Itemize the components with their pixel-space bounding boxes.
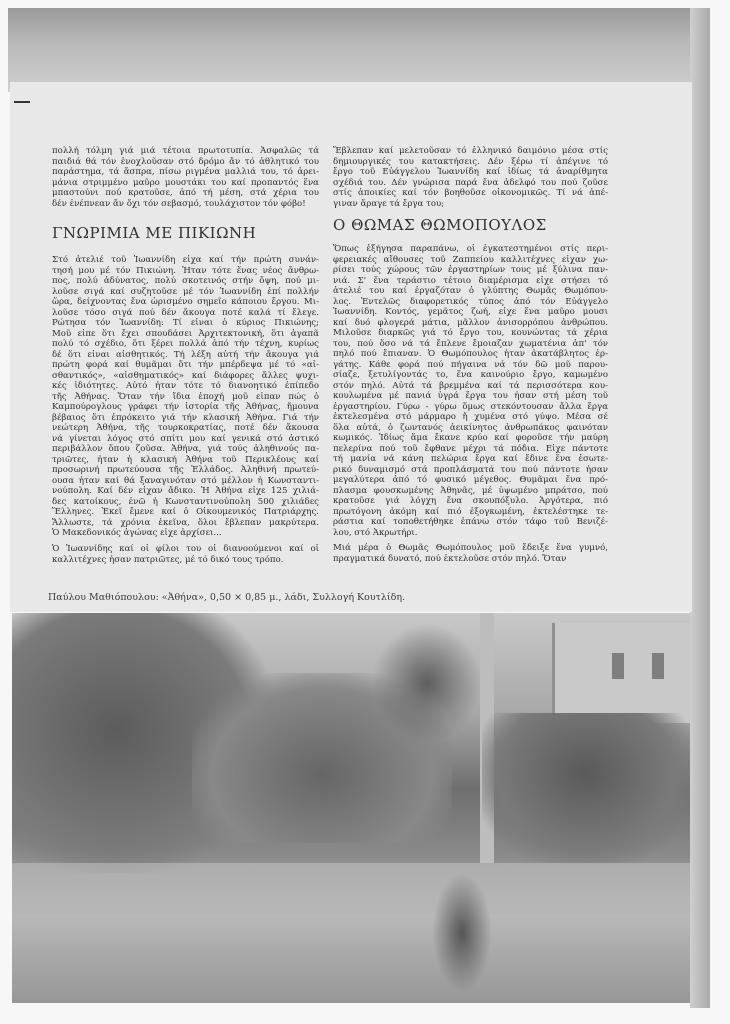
text-line: ὥρα, δείχνοντας ἕνα ὡρισμένο σημεῖο κάποιου ἔργου. Μι- <box>52 297 319 307</box>
text-line: παιδιά θά τόν ἐνοχλοῦσαν στό δρόμο ἄν τό ἀθλητικό του <box>52 156 319 167</box>
text-line: Μοῦ εἶπε ὅτι ἔχει σπουδάσει Ἀρχιτεκτονική, ὅτι ἀγαπᾶ <box>52 328 319 339</box>
text-line: Ὅπως ἐξήγησα παραπάνω, οἱ ἐγκατεστημένοι στίς περι- <box>333 244 608 254</box>
text-line: ἔργο τοῦ Εὐάγγελου Ἰωαννίδη καί ἰδίως τά ἀναρίθμητα <box>333 167 608 177</box>
text-line: καί δυό φλογερά μάτια, μᾶλλον ἀνισορρόπου ἀνθρώπου. <box>333 317 608 328</box>
text-line: μπαστούνι πού κρατοῦσε, ἀπό τή μέση, στά χέρια του <box>52 188 319 198</box>
text-line: τῆς Ἀθήνας. Ὅταν τήν ἴδια ἐποχή μοῦ εἶπαν πώς ὁ <box>52 391 319 402</box>
text-line: πρωτόγονη ἀκόμη καί πιό ἐξογκωμένη, ἐκτελέστηκε τε- <box>333 506 608 517</box>
text-line: σίαζε, ξετυλίγοντάς το, ἕνα καινούριο ἔργο, καμωμένο <box>333 370 608 380</box>
text-line: σθαντικός», «αἰσθηματικός» καί διάφορες ἄλλες ψυχι- <box>52 370 319 381</box>
left-para-3 <box>52 544 319 565</box>
text-line: γάτης. Κάθε φορά πού πήγαινα νά τόν δῶ μοῦ παρου- <box>333 359 608 370</box>
text-line: πλασμα φουσκωμένης Ἀθηνᾶς, μέ ὑψωμένο μπράτσο, πού <box>333 485 608 496</box>
text-line: φερειακές αἴθουσες τοῦ Ζαππείου καλλιτέχνες εἶχαν χω- <box>333 254 608 265</box>
text-line: νά γίνεται λόγος στό σπίτι μου καί γενικά στό ἀστικό <box>52 433 319 444</box>
text-line: λου, στό Ἀκρωτήρι. <box>333 527 418 538</box>
text-line: πολύ τό σχέδιο, ὅτι ξέρει πολλά ἀπό τήν τέχνη, κυρίως <box>52 339 319 349</box>
scan-shadow-right <box>690 8 710 1008</box>
text-line: περιβάλλον ὅπου ζοῦσα. Ἀθήνα, γιά τούς ἀληθινούς πα- <box>52 444 319 454</box>
text-line: Ρώτησα τόν Ἰωαννίδη: Τί εἶναι ὁ κύριος Πικιώνης; <box>52 318 319 328</box>
text-line: πρώτη φορά καί θυμᾶμαι ὅτι τήν μπέρδεψα μέ τό «αἰ- <box>52 360 319 370</box>
text-line: λοῦσε σιγά καί συζητοῦσε μέ τόν Ἰωαννίδη ἐπί πολλήν <box>52 286 319 297</box>
text-line: ουσα ἦταν καί θά ξαναγινόταν στό μέλλον ἡ Κωνσταντι- <box>52 475 319 486</box>
text-line: λος. Ἐντελῶς διαφορετικός τύπος ἀπό τόν Εὐάγγελο <box>333 296 608 307</box>
text-line: πελερίνα πού τοῦ ἔφθανε μέχρι τά πόδια. Εἶχε πάντοτε <box>333 443 608 454</box>
text-line: στόν πηλό. Αὐτά τά βρεμμένα καί τά περισσότερα κου- <box>333 380 608 391</box>
text-line: παράστημα, τά ἄσπρα, πίσω ριγμένα μαλλιά του, τό ἀρει- <box>52 167 319 177</box>
text-line: Στό ἀτελιέ τοῦ Ἰωαννίδη εἶχα καί τήν πρώτη συνάν- <box>52 255 319 265</box>
text-line: δέν ἐνέπνεαν ἄν ὄχι τόν σεβασμό, τουλάχιστον τόν φόβο! <box>52 198 306 209</box>
text-line: του, πού ὅσο νά τά ἔπλενε ἔμοιαζαν χωματένια ἀπ' τόν <box>333 338 608 349</box>
text-line: ἀτελιέ του καί ἐργαζόταν ὁ γλύπτης Θωμᾶς Θωμόπου- <box>333 286 608 296</box>
text-line: στίς ἀποικίες καί τόν βοηθοῦσε οἰκονομικῶς. Τί νά ἀπέ- <box>333 188 608 198</box>
text-line: ρικό δυναμισμό στά προπλάσματά του πού πάντοτε ἦσαν <box>333 464 608 475</box>
left-para-2 <box>52 255 319 539</box>
painting-caption: Παύλου Μαθιόπουλου: «Ἀθήνα», 0,50 × 0,85 μ., λάδι, Συλλογή Κουτλίδη. <box>48 592 406 603</box>
text-line: πος, πολύ ἀδύνατος, πολύ σκοτεινός στήν ὄψη, πού μι- <box>52 276 319 286</box>
text-line: Καμπούρογλους γράφει τήν ἱστορία τῆς Ἀθήνας, ἤμουνα <box>52 402 319 412</box>
text-line: λοῦσε τόσο σιγά πού δέν ἄκουγα ποτέ καλά τί ἔλεγε. <box>52 307 319 318</box>
text-line: ράστια καί τοποθετήθηκε ἐπάνω στόν τάφο τοῦ Βενιζέ- <box>333 517 608 527</box>
text-line: νεώτερη Ἀθήνα, τῆς τουρκοκρατίας, ποτέ δέν ἄκουσα <box>52 423 319 433</box>
text-line: τριῶτες, ἦταν ἡ κλασική Ἀθήνα τοῦ Περικλέους καί <box>52 454 319 465</box>
right-para-2 <box>333 244 608 538</box>
text-line: γιναν ἄραγε τά ἔργα του; <box>333 198 445 209</box>
text-line: μεγαλύτερα ἀπό τό φυσικό μέγεθος. Θυμᾶμαι ἕνα πρό- <box>333 475 608 485</box>
text-line: δες κατοίκους, ἐνῶ ἡ Κωνσταντινούπολη 500 χιλιάδες <box>52 496 319 507</box>
text-line: νιά. Σ' ἕνα τεράστιο τέτοιο διαμέρισμα εἶχε στήσει τό <box>333 275 608 286</box>
text-line: Ὁ Μακεδονικός ἀγώνας εἶχε ἀρχίσει... <box>52 528 222 538</box>
right-para-3 <box>333 543 608 564</box>
text-line: βέβαιος ὅτι ἐπρόκειτο γιά τήν κλασική Ἀθήνα. Γιά τήν <box>52 412 319 423</box>
text-line: Ὁ Ἰωαννίδης καί οἱ φίλοι του οἱ διανοούμενοι καί οἱ <box>52 544 319 554</box>
text-line: Ἔβλεπαν καί μελετοῦσαν τό ἑλληνικό δαιμόνιο μέσα στίς <box>333 146 608 156</box>
margin-mark <box>14 101 30 103</box>
text-line: ἐκτελεσμένα στό μάρμαρο ἤ χυμένα στό γύψο. Μέσα σέ <box>333 412 608 422</box>
text-line: Μιά μέρα ὁ Θωμᾶς Θωμόπουλος μοῦ ἔδειξε ἕνα γυμνό, <box>333 543 608 553</box>
text-line: κωμικός. Ἰδίως ἅμα ἔκανε κρύο καί φοροῦσε τήν μαύρη <box>333 433 608 443</box>
text-line: τησή μου μέ τόν Πικιώνη. Ἦταν τότε ἕνας νέος ἄνθρω- <box>52 265 319 276</box>
right-para-1 <box>333 146 608 209</box>
text-line: Ἄλλωστε, τά χρόνια ἐκεῖνα, ὅλοι ἔβλεπαν μακρύτερα. <box>52 517 319 528</box>
text-line: κρατοῦσε γιά λόγχη ἕνα σκουπόξυλο. Ἀργότερα, πιό <box>333 496 608 506</box>
text-line: Ἕλληνες. Ἐκεῖ ἔμενε καί ὁ Οἰκουμενικός Πατριάρχης. <box>52 507 319 517</box>
text-line: σχέδιά του. Δέν γνώρισα παρά ἕνα ἀδελφό του πού ζοῦσε <box>333 177 608 188</box>
heading-thomas-thomopoulos: Ο ΘΩΜΑΣ ΘΩΜΟΠΟΥΛΟΣ <box>333 216 547 234</box>
text-line: νούπολη. Καί δέν εἶχαν ἄδικο. Ἡ Ἀθήνα εἶχε 125 χιλιά- <box>52 486 319 496</box>
text-line: ὅλα αὐτά, ὁ ζωντανός ἀεικίνητος ἀνθρωπάκος φαινόταν <box>333 422 608 433</box>
text-line: πολλή τόλμη γιά μιά τέτοια πρωτοτυπία. Ἀσφαλῶς τά <box>52 146 319 156</box>
text-line: κουλωμένα μέ πανιά ὑγρά ἔργα του ἦσαν στή μέση τοῦ <box>333 391 608 401</box>
text-line: ἐργαστηρίου. Γύρω - γύρω ὅμως στεκόντουσαν ἄλλα ἔργα <box>333 401 608 412</box>
left-para-1 <box>52 146 319 209</box>
text-line: μάνια στριμμένο μαῦρο μουστάκι του καί προπαντός ἕνα <box>52 177 319 188</box>
painting-reproduction <box>12 613 690 1003</box>
text-line: δέ ὅτι εἶναι αἰσθητικός. Τή λέξη αὐτή τήν ἄκουγα γιά <box>52 349 319 360</box>
text-line: ρίσει τούς χώρους τῶν ἐργαστηρίων τους μέ ξύλινα παν- <box>333 265 608 275</box>
text-line: τή μανία νά κάνη πελώρια ἔργα καί ἔδινε ἕνα ἐσωτε- <box>333 454 608 464</box>
text-line: πραγματικά δυνατό, πού ἐκτελοῦσε στόν πηλό. Ὅταν <box>333 553 567 564</box>
text-line: δημιουργικές του κατακτήσεις. Δέν ξέρω τί ἀπέγινε τό <box>333 156 608 167</box>
text-line: καλλιτέχνες ἦσαν πατριῶτες, μέ τό δικό τους τρόπο. <box>52 554 284 565</box>
text-line: Μιλοῦσε διαρκῶς γιά τό ἔργο του, κουνώντας τά χέρια <box>333 328 608 338</box>
text-line: Ἰωαννίδη. Κοντός, γεμᾶτος ζωή, εἶχε ἕνα μαῦρο μουσι <box>333 307 608 317</box>
text-line: προσωρινή πρωτεύουσα τῆς Ἑλλάδος. Ἀληθινή πρωτεύ- <box>52 465 319 475</box>
scan-shadow-top <box>8 8 708 92</box>
text-line: πηλό πού ἔπιαναν. Ὁ Θωμόπουλος ἦταν ἀκατάβλητος ἐρ- <box>333 349 608 359</box>
heading-gnorimia-me-pikioni: ΓΝΩΡΙΜΙΑ ΜΕ ΠΙΚΙΩΝΗ <box>52 224 257 242</box>
text-line: κές ἰδιότητες. Αὐτό ἦταν τότε τό διανοητικό ἐπίπεδο <box>52 381 319 391</box>
